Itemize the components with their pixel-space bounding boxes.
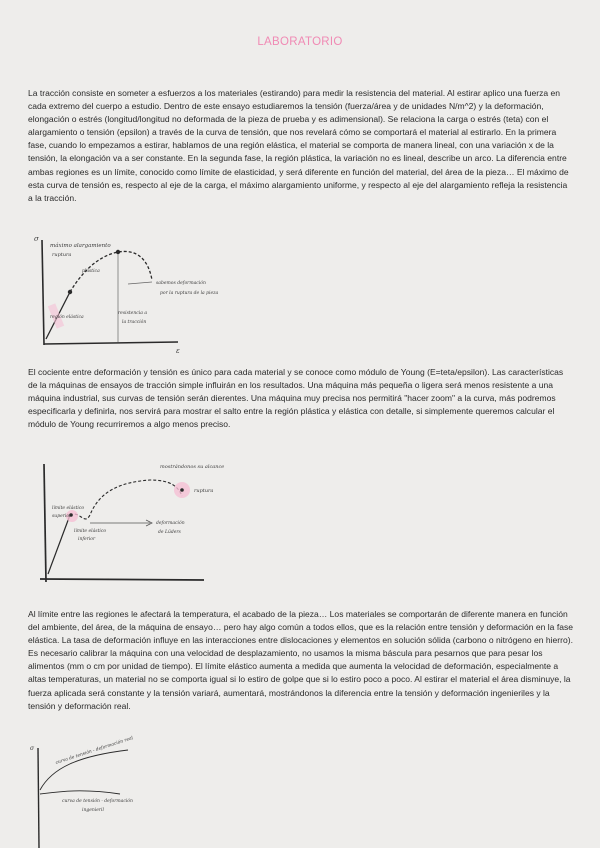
paragraph-young: El cociente entre deformación y tensión es único para cada material y se conoce como módulo de Young (E=teta/epsilon). Las características de la máquinas de ensayos de tracción simple influirán en los resultados. Una máquina más pequeña o ligera será menos resistente a una máquina industrial, sus curvas de tensión serán dierentes. Una máquina muy precisa nos permitirá "hacer zoom" a la curva, más podremos especificarla y definirla, nos servirá para mostrar el salto entre la región plástica y elástica con detalle, si simplemente queremos calcular el módulo de Young recurriremos a algo menos preciso. (28, 367, 564, 430)
y-axis-label: σ (30, 745, 35, 752)
label-bottom-2: la tracción (122, 320, 147, 325)
x-axis-label: ε (176, 347, 180, 355)
label-eng-1: curva de tensión - deformación (62, 799, 133, 804)
label-right-1: sabemos deformación (156, 281, 206, 286)
label-luders-1: deformación (156, 521, 185, 526)
label-upper-1: límite elástico (52, 506, 85, 511)
curve (70, 480, 182, 519)
label-lower-2: inferior (78, 537, 96, 542)
yield-point (68, 290, 72, 294)
break-point (180, 488, 184, 492)
label-eng-2: ingenieril (82, 808, 104, 813)
real-vs-engineering-sketch (0, 736, 600, 848)
x-axis (40, 579, 204, 580)
label-lower-1: límite elástico (74, 529, 107, 534)
engineering-curve (40, 791, 120, 794)
page-title: LABORATORIO (257, 36, 343, 48)
max-point (116, 250, 120, 254)
y-axis (42, 240, 44, 345)
label-real: curva de tensión - deformación real (55, 736, 134, 766)
y-axis (38, 748, 39, 848)
label-right-2: por la ruptura de la pieza (160, 291, 219, 296)
x-axis (44, 342, 178, 344)
label-bottom-1: resistencia a (118, 311, 147, 316)
label-ruptura: ruptura (52, 252, 72, 258)
label-plastica: plástica (82, 269, 100, 274)
label-luders-2: de Lüders (158, 530, 181, 535)
label-top: mostrándonos su alcance (160, 464, 225, 470)
elastic-line (48, 515, 70, 574)
label-max-alargamiento: máximo alargamiento (50, 243, 111, 249)
paragraph-limite: Al límite entre las regiones le afectará la temperatura, el acabado de la pieza… Los materiales se comportarán de diferente manera en función del ambiente, del área, de la máquina de ensayo… pero hay algo común a todos ellos, que es la relación entre tensión y deformación en la fase elástica. La tasa de deformación influye en las interacciones entre dislocaciones y elementos en solución sólida (carbono o nitrógeno en hierro). Es necesario calibrar la máquina con una velocidad de desplazamiento, no usamos la misma báscula para pesarnos que para pesar los alimentos (mm o cm por unidad de tiempo). El límite elástico aumenta a medida que aumenta la velocidad de deformación, especialmente a altas temperaturas, un material no se comporta igual si lo estiro de golpe que si lo estiro poco a poco. Al estirar el material el área disminuye, la fuerza aplicada será constante y la tensión variará, aumentará, mostrándonos la diferencia entre la tensión y deformación ingenieriles y la tensión y deformación real. (28, 609, 573, 711)
yield-sketch (0, 460, 600, 585)
y-axis (44, 464, 46, 582)
label-upper-2: superior (52, 514, 72, 519)
label-elastica: región elástica (50, 315, 84, 320)
stress-strain-sketch (0, 232, 600, 357)
y-axis-label: σ (34, 235, 39, 243)
label-ruptura: ruptura (194, 488, 214, 494)
break-guide (128, 282, 152, 284)
paragraph-traccion: La tracción consiste en someter a esfuerzos a los materiales (estirando) para medir la resistencia del material. Al estirar aplico una fuerza en cada extremo del cuerpo a estudio. Dentro de este ensayo estudiaremos la tensión (fuerza/área y de unidades N/m^2) y la deformación, elongación o estrés (longitud/longitud no deformada de la pieza de prueba y es adimensional). Se relaciona la carga o estrés (teta) con el alargamiento o tensión (epsilon) a través de la curva de tensión, que nos revelará cómo se comportará el material al estirarlo. En la primera fase, cuando lo empezamos a estirar, hablamos de una región elástica, el material se comporta de manera lineal, con una variación x de la tensión, la elongación va a ser constante. En la segunda fase, la región plástica, la variación no es lineal, describe un arco. La diferencia entre ambas regiones es un límite, conocido como límite de elasticidad, y será diferente en función del material, del área de la pieza… El máximo de esta curva de tensión es, respecto al eje de la carga, el máximo alargamiento uniforme, y respecto al eje del alargamiento refleja la resistencia a la tracción. (28, 88, 569, 203)
